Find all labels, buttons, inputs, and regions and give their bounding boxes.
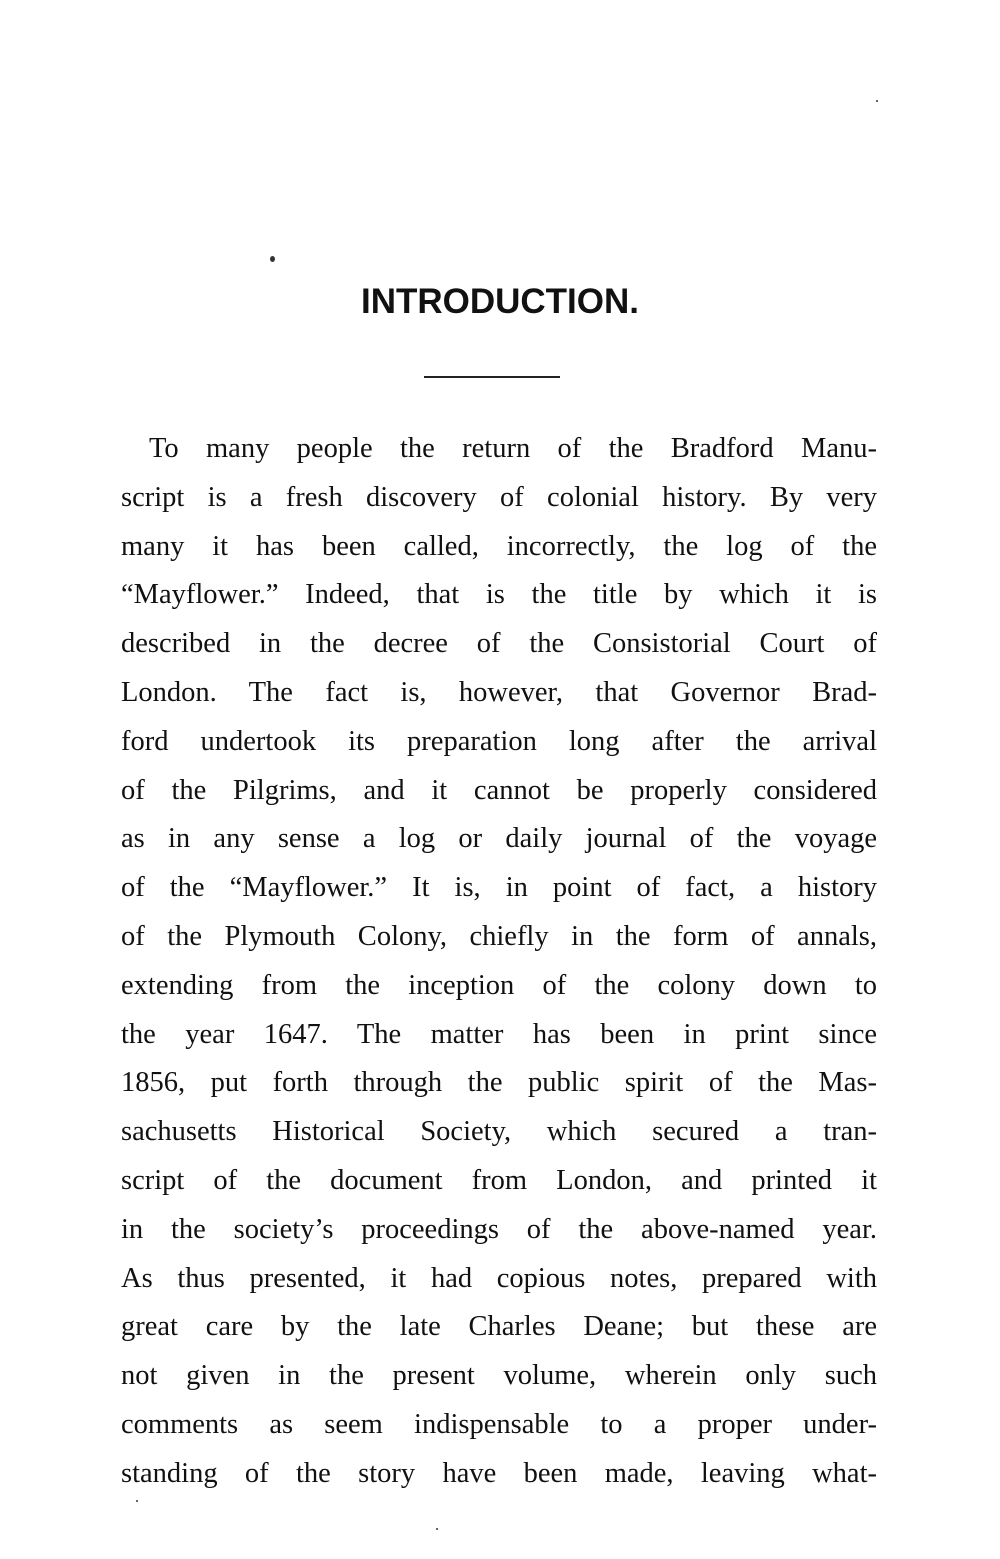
text-line: comments as seem indispensable to a proper under- — [121, 1408, 877, 1440]
text-line: ford undertook its preparation long after the arrival — [121, 725, 877, 757]
text-line: of the Plymouth Colony, chiefly in the form of annals, — [121, 920, 877, 952]
text-line: great care by the late Charles Deane; but these are — [121, 1311, 877, 1343]
text-line: extending from the inception of the colony down to — [121, 969, 877, 1001]
ink-speck — [136, 1500, 138, 1502]
text-line: standing of the story have been made, leaving what- — [121, 1457, 877, 1489]
text-line: described in the decree of the Consistorial Court of — [121, 628, 877, 660]
text-line: sachusetts Historical Society, which secured a tran- — [121, 1116, 877, 1148]
text-line: the year 1647. The matter has been in print since — [121, 1018, 877, 1050]
text-line: script of the document from London, and printed it — [121, 1164, 877, 1196]
text-line: script is a fresh discovery of colonial history. By very — [121, 481, 877, 513]
text-line: 1856, put forth through the public spirit of the Mas- — [121, 1067, 877, 1099]
text-line: of the “Mayflower.” It is, in point of fact, a history — [121, 872, 877, 904]
text-line: not given in the present volume, wherein only such — [121, 1360, 877, 1392]
body-paragraph — [121, 425, 877, 1499]
text-line: As thus presented, it had copious notes, prepared with — [121, 1262, 877, 1294]
ink-speck — [436, 1528, 438, 1530]
text-line: of the Pilgrims, and it cannot be properly considered — [121, 774, 877, 806]
ink-speck — [270, 256, 275, 262]
text-line: many it has been called, incorrectly, the log of the — [121, 530, 877, 562]
page-title: INTRODUCTION. — [360, 282, 640, 321]
title-rule — [424, 376, 560, 378]
ink-speck — [876, 100, 878, 102]
text-line: “Mayflower.” Indeed, that is the title by which it is — [121, 579, 877, 611]
text-line: To many people the return of the Bradford Manu- — [149, 433, 877, 464]
text-line: as in any sense a log or daily journal of the voyage — [121, 823, 877, 855]
text-line: London. The fact is, however, that Governor Brad- — [121, 676, 877, 708]
text-line: in the society’s proceedings of the above-named year. — [121, 1213, 877, 1245]
